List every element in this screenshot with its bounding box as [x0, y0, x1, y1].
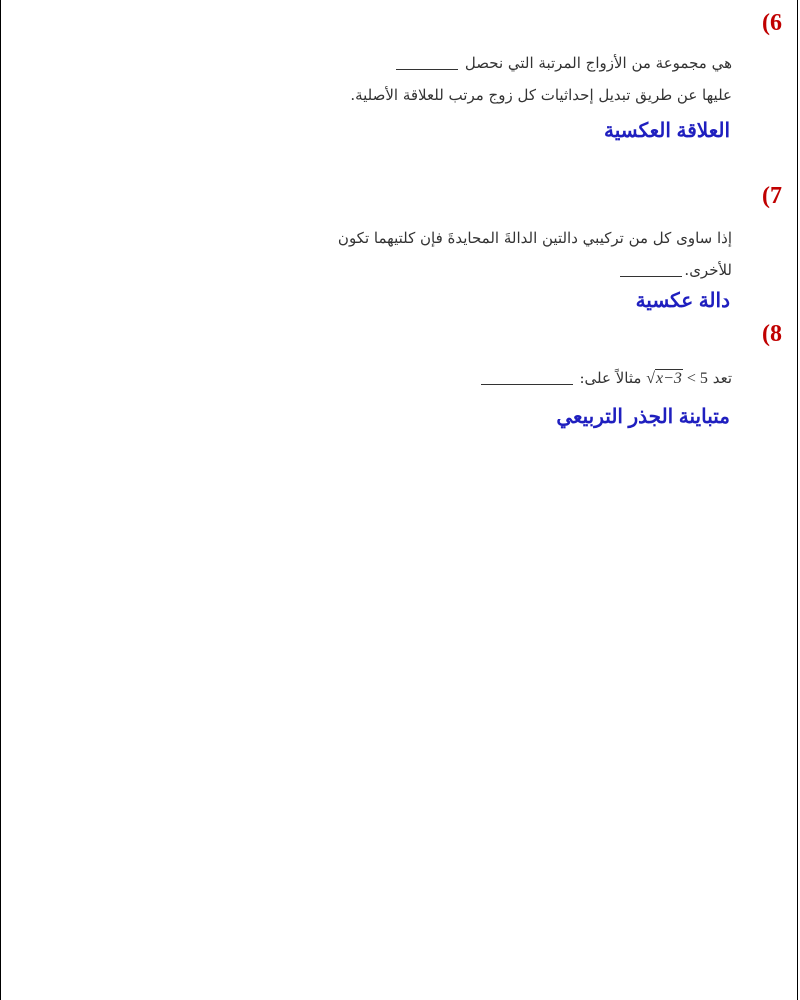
- question-7-line-1: إذا ساوى كل من تركيبي دالتين الدالةَ المحايدةَ فإن كلتيهما تكون: [337, 229, 732, 247]
- question-7-text-part: للأخرى.: [684, 261, 732, 279]
- answer-6: العلاقة العكسية: [603, 120, 730, 142]
- answer-blank: [396, 59, 458, 70]
- sqrt-radicand: x−3: [655, 370, 682, 387]
- question-number-6: (6: [762, 10, 782, 36]
- question-number-8: (8: [762, 321, 782, 347]
- answer-blank: [620, 266, 682, 277]
- question-8-suffix: مثالاً على:: [579, 369, 642, 387]
- answer-8: متباينة الجذر التربيعي: [556, 406, 730, 428]
- question-8-prefix: تعد: [712, 369, 732, 387]
- question-6-line-2: عليها عن طريق تبديل إحداثيات كل زوج مرتب للعلاقة الأصلية.: [350, 86, 732, 104]
- question-6-text-part: هي مجموعة من الأزواج المرتبة التي نحصل: [464, 54, 732, 72]
- question-number-7: (7: [762, 183, 782, 209]
- question-7-text: [302, 222, 732, 286]
- inequality-rest: < 5: [686, 370, 708, 387]
- answer-7: دالة عكسية: [635, 290, 730, 312]
- question-6-line-1: [312, 47, 732, 79]
- question-8-text: [272, 362, 732, 395]
- answer-blank: [481, 374, 573, 385]
- question-6-text: [312, 47, 732, 111]
- question-7-line-2: [302, 254, 732, 286]
- sqrt-inequality: √x−3 < 5: [646, 370, 708, 387]
- question-8-line-1: [272, 362, 732, 395]
